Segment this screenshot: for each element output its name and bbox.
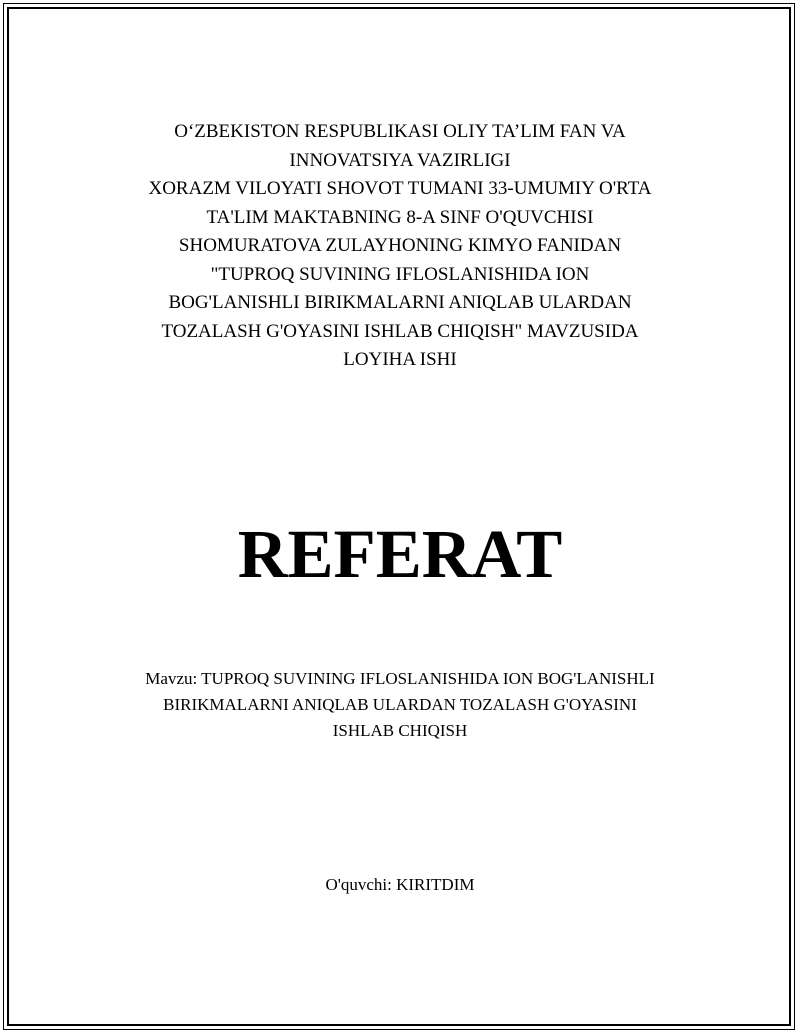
header-line: BOG'LANISHLI BIRIKMALARNI ANIQLAB ULARDAN [168, 292, 632, 313]
header-line: INNOVATSIYA VAZIRLIGI [289, 149, 511, 171]
header-line: "TUPROQ SUVINING IFLOSLANISHIDA ION [210, 263, 590, 285]
header-line: SHOMURATOVA ZULAYHONING KIMYO FANIDAN [178, 235, 622, 256]
header-line: TA'LIM MAKTABNING 8-A SINF O'QUVCHISI [206, 206, 594, 228]
institution-header [100, 118, 700, 375]
student-line: O'quvchi: KIRITDIM [325, 875, 475, 894]
header-line: TOZALASH G'OYASINI ISHLAB CHIQISH" MAVZUSIDA [161, 320, 639, 342]
header-line: LOYIHA ISHI [343, 349, 457, 370]
topic-line: ISHLAB CHIQISH [332, 721, 468, 740]
topic-line: Mavzu: TUPROQ SUVINING IFLOSLANISHIDA ION BOG'LANISHLI [145, 669, 655, 688]
header-line: XORAZM VILOYATI SHOVOT TUMANI 33-UMUMIY O'RTA [148, 178, 652, 199]
header-line: O‘ZBEKISTON RESPUBLIKASI OLIY TA’LIM FAN VA [174, 121, 626, 142]
topic-block [100, 666, 700, 744]
document-title: REFERAT [237, 516, 563, 592]
topic-line: BIRIKMALARNI ANIQLAB ULARDAN TOZALASH G'OYASINI [163, 695, 637, 714]
